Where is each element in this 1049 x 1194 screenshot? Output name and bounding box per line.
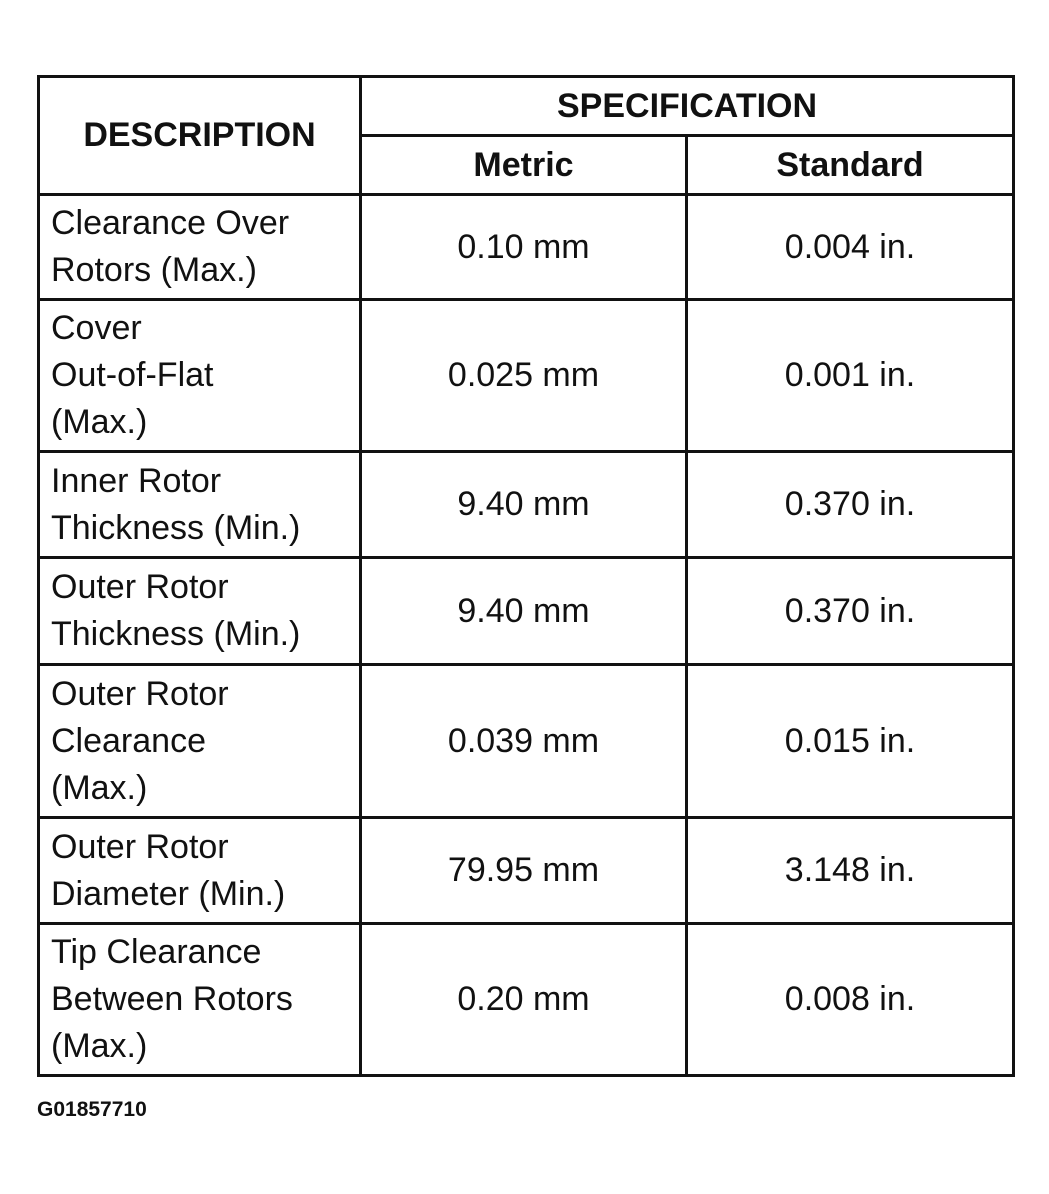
row-description: Inner Rotor Thickness (Min.) bbox=[39, 452, 361, 558]
figure-id: G01857710 bbox=[37, 1098, 147, 1121]
row-standard-value: 0.015 in. bbox=[687, 665, 1014, 818]
specification-table bbox=[37, 75, 1015, 1077]
table-row bbox=[39, 558, 1014, 665]
row-metric-value: 0.025 mm bbox=[361, 300, 687, 452]
table-row bbox=[39, 452, 1014, 558]
row-standard-value: 0.370 in. bbox=[687, 558, 1014, 665]
table-row bbox=[39, 818, 1014, 924]
row-metric-value: 9.40 mm bbox=[361, 452, 687, 558]
row-standard-value: 0.004 in. bbox=[687, 195, 1014, 300]
row-metric-value: 0.20 mm bbox=[361, 924, 687, 1076]
standard-header: Standard bbox=[687, 136, 1014, 195]
table-row bbox=[39, 300, 1014, 452]
row-description: Clearance Over Rotors (Max.) bbox=[39, 195, 361, 300]
row-standard-value: 0.008 in. bbox=[687, 924, 1014, 1076]
row-metric-value: 9.40 mm bbox=[361, 558, 687, 665]
description-header: DESCRIPTION bbox=[39, 77, 361, 195]
row-description: Outer Rotor Diameter (Min.) bbox=[39, 818, 361, 924]
table-row bbox=[39, 924, 1014, 1076]
row-metric-value: 0.039 mm bbox=[361, 665, 687, 818]
table-row bbox=[39, 665, 1014, 818]
row-standard-value: 3.148 in. bbox=[687, 818, 1014, 924]
row-metric-value: 79.95 mm bbox=[361, 818, 687, 924]
row-standard-value: 0.001 in. bbox=[687, 300, 1014, 452]
row-description: Cover Out-of-Flat (Max.) bbox=[39, 300, 361, 452]
row-standard-value: 0.370 in. bbox=[687, 452, 1014, 558]
metric-header: Metric bbox=[361, 136, 687, 195]
row-metric-value: 0.10 mm bbox=[361, 195, 687, 300]
specification-header: SPECIFICATION bbox=[361, 77, 1014, 136]
row-description: Outer Rotor Thickness (Min.) bbox=[39, 558, 361, 665]
table-row bbox=[39, 195, 1014, 300]
row-description: Tip Clearance Between Rotors (Max.) bbox=[39, 924, 361, 1076]
row-description: Outer Rotor Clearance (Max.) bbox=[39, 665, 361, 818]
